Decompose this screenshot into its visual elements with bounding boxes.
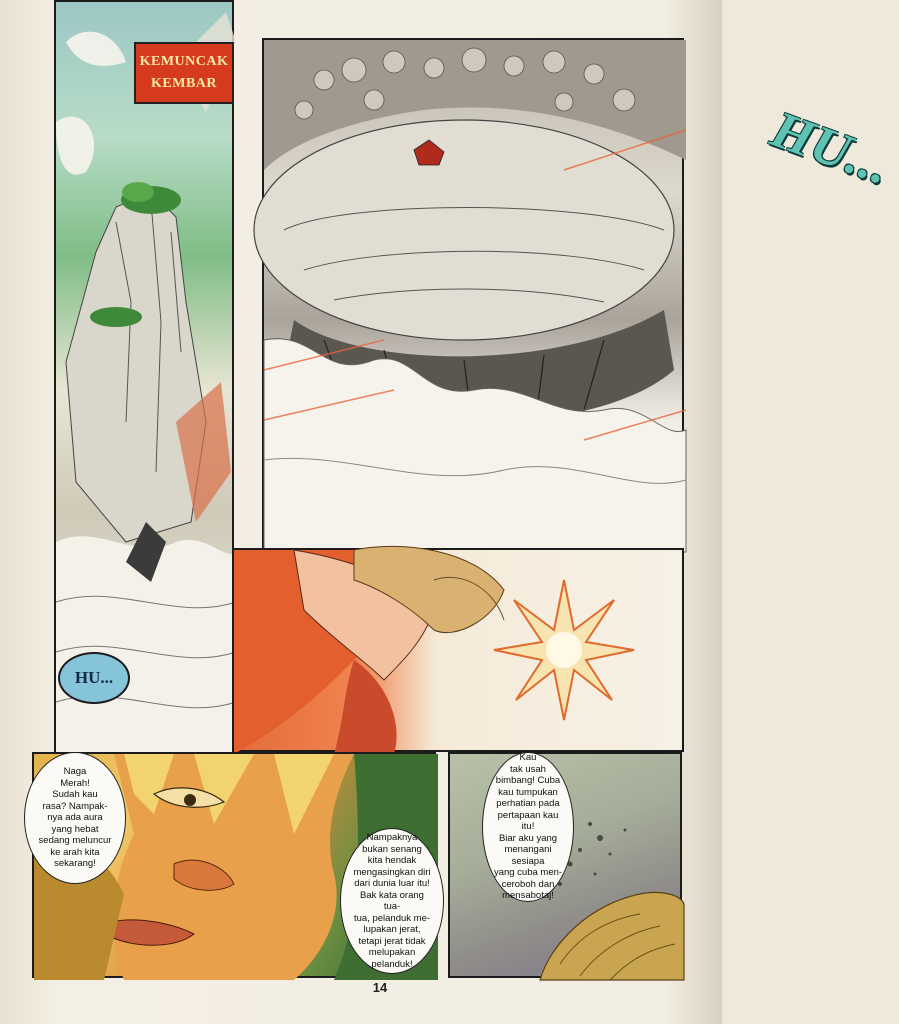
ryu-face-illustration [234, 550, 686, 754]
panel-plateau [262, 38, 899, 550]
page-number: 14 [372, 980, 388, 995]
sfx-hu-large: HU... [764, 100, 899, 197]
speech-bubble-ken [24, 752, 126, 884]
speech-text-right: Kau tak usah bimbang! Cuba kau tumpukan perhatian pada pertapaan kau itu! Biar aku yang menangani sesiapa yang cuba men- ceroboh dan mensabotaj! [493, 752, 563, 902]
speech-bubble-right [482, 752, 574, 902]
plateau-illustration [264, 40, 686, 552]
location-caption-box [134, 42, 234, 104]
mountain-illustration [56, 2, 236, 754]
caption-line-1: KEMUNCAK [139, 54, 229, 69]
panel-ryu-face [232, 548, 684, 752]
speech-text-middle: Nampaknya bukan senang kita hendak mengasingkan diri dari dunia luar itu! Bak kata orang tua- tua, pelanduk me- lupakan jerat, tetapi jerat tidak melupakan pelanduk! [353, 832, 431, 970]
sfx-hu-oval: HU... [58, 652, 130, 704]
speech-bubble-middle [340, 828, 444, 974]
caption-line-2: KEMBAR [151, 76, 217, 91]
panel-mountain-peak [54, 0, 234, 752]
speech-text-ken: Naga Merah! Sudah kau rasa? Nampak- nya ada aura yang hebat sedang meluncur ke arah kita sekarang! [38, 766, 112, 870]
